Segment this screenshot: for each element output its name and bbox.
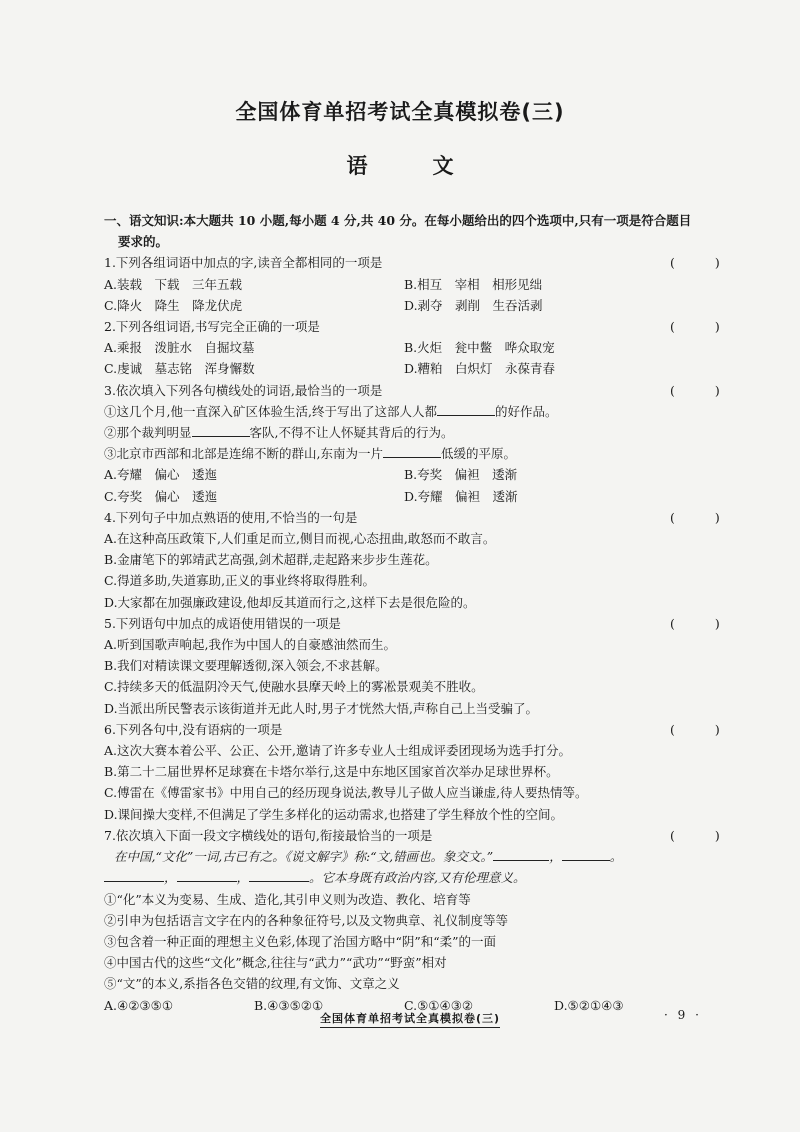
option-a: A.夸耀 偏心 逶迤 <box>104 467 218 483</box>
fill-blank <box>177 869 237 882</box>
option-c: C.持续多天的低温阴冷天气,使融水县摩天岭上的雾凇景观美不胜收。 <box>104 679 484 695</box>
question-6-stem: 6.下列各句中,没有语病的一项是 ( ) <box>104 719 724 740</box>
option-c: C.得道多助,失道寡助,正义的事业终将取得胜利。 <box>104 573 376 589</box>
option-a: A.在这种高压政策下,人们重足而立,侧目而视,心态扭曲,敢怒而不敢言。 <box>104 531 496 547</box>
question-2-stem: 2.下列各组词语,书写完全正确的一项是 ( ) <box>104 316 724 337</box>
question-3-sentence-1: ①这几个月,他一直深入矿区体验生活,终于写出了这部人人都 的好作品。 <box>104 403 558 419</box>
fill-blank <box>383 445 441 458</box>
page-footer: 全国体育单招考试全真模拟卷(三) <box>320 1010 500 1028</box>
option-a: A.听到国歌声响起,我作为中国人的自豪感油然而生。 <box>104 637 396 653</box>
question-7-item-1: ①“化”本义为变易、生成、造化,其引申义则为改造、教化、培育等 <box>104 891 471 907</box>
option-d: D.剥夺 剥削 生吞活剥 <box>404 297 543 313</box>
question-5-stem: 5.下列语句中加点的成语使用错误的一项是 ( ) <box>104 613 724 634</box>
question-7-passage: 在中国,“文化”一词,古已有之。《说文解字》称:“文,错画也。象交文。” ， 。 <box>114 849 623 865</box>
question-4-stem: 4.下列句子中加点熟语的使用,不恰当的一句是 ( ) <box>104 507 724 528</box>
option-d: D.课间操大变样,不但满足了学生多样化的运动需求,也搭建了学生释放个性的空间。 <box>104 806 563 822</box>
option-b: B.金庸笔下的郭靖武艺高强,剑术超群,走起路来步步生莲花。 <box>104 552 438 568</box>
subject-title: 语 文 <box>346 154 476 178</box>
question-3-options <box>104 464 724 485</box>
question-3-options <box>104 486 724 507</box>
option-b: B.夸奖 偏袒 逶渐 <box>404 467 518 483</box>
question-7-item-5: ⑤“文”的本义,系指各色交错的纹理,有文饰、文章之义 <box>104 976 400 992</box>
fill-blank <box>562 848 610 861</box>
option-b: B.第二十二届世界杯足球赛在卡塔尔举行,这是中东地区国家首次举办足球世界杯。 <box>104 764 559 780</box>
option-c: C.傅雷在《傅雷家书》中用自己的经历现身说法,教导儿子做人应当谦虚,待人要热情等。 <box>104 785 588 801</box>
option-c: C.⑤①④③② <box>404 997 474 1013</box>
question-content <box>104 210 738 1016</box>
answer-paren: ( ) <box>670 382 738 398</box>
option-b: B.相互 宰相 相形见绌 <box>404 276 543 292</box>
section-heading-cont: 要求的。 <box>118 234 169 250</box>
answer-paren: ( ) <box>670 721 738 737</box>
question-1-stem: 1.下列各组词语中加点的字,读音全都相同的一项是 ( ) <box>104 252 724 273</box>
fill-blank <box>249 869 309 882</box>
answer-paren: ( ) <box>670 255 738 271</box>
question-3-stem: 3.依次填入下列各句横线处的词语,最恰当的一项是 ( ) <box>104 380 724 401</box>
question-7-item-3: ③包含着一种正面的理想主义色彩,体现了治国方略中“阴”和“柔”的一面 <box>104 933 497 949</box>
answer-paren: ( ) <box>670 319 738 335</box>
option-c: C.夸奖 偏心 逶迤 <box>104 488 218 504</box>
option-b: B.我们对精读课文要理解透彻,深入领会,不求甚解。 <box>104 658 388 674</box>
option-b: B.④③⑤②① <box>254 997 324 1013</box>
answer-paren: ( ) <box>670 509 738 525</box>
option-a: A.④②③⑤① <box>104 997 174 1013</box>
fill-blank <box>192 424 250 437</box>
question-7-item-4: ④中国古代的这些“文化”概念,往往与“武力”“武功”“野蛮”相对 <box>104 955 447 971</box>
option-d: D.大家都在加强廉政建设,他却反其道而行之,这样下去是很危险的。 <box>104 594 476 610</box>
option-d: D.⑤②①④③ <box>554 997 624 1013</box>
answer-paren: ( ) <box>670 827 738 843</box>
question-7-item-2: ②引申为包括语言文字在内的各种象征符号,以及文物典章、礼仪制度等等 <box>104 912 508 928</box>
option-d: D.当派出所民警表示该街道并无此人时,男子才恍然大悟,声称自己上当受骗了。 <box>104 700 538 716</box>
question-2-options <box>104 337 724 358</box>
option-a: A.装载 下载 三年五载 <box>104 276 243 292</box>
answer-paren: ( ) <box>670 615 738 631</box>
option-a: A.这次大赛本着公平、公正、公开,邀请了许多专业人士组成评委团现场为选手打分。 <box>104 743 571 759</box>
section-heading: 一、语文知识:本大题共 10 小题,每小题 4 分,共 40 分。在每小题给出的四个选项中,只有一项是符合题目 <box>104 213 692 228</box>
question-1-options <box>104 295 724 316</box>
option-d: D.夸耀 偏袒 逶渐 <box>404 488 518 504</box>
fill-blank <box>493 848 549 861</box>
question-3-sentence-2: ②那个裁判明显 客队,不得不让人怀疑其背后的行为。 <box>104 425 454 441</box>
option-b: B.火炬 瓮中鳖 哗众取宠 <box>404 340 555 356</box>
option-a: A.乘报 泼脏水 自掘坟墓 <box>104 340 255 356</box>
option-d: D.糟粕 白炽灯 永葆青春 <box>404 361 556 377</box>
question-3-sentence-3: ③北京市西部和北部是连绵不断的群山,东南为一片 低缓的平原。 <box>104 446 516 462</box>
question-7-stem: 7.依次填入下面一段文字横线处的语句,衔接最恰当的一项是 ( ) <box>104 825 724 846</box>
page-title: 全国体育单招考试全真模拟卷(三) <box>235 100 565 124</box>
option-c: C.虔诚 墓志铭 浑身懈数 <box>104 361 255 377</box>
question-2-options <box>104 358 724 379</box>
fill-blank <box>437 403 495 416</box>
question-7-passage-cont: ， ， 。它本身既有政治内容,又有伦理意义。 <box>104 867 724 888</box>
page-number: · 9 · <box>664 1008 702 1022</box>
fill-blank <box>104 869 164 882</box>
option-c: C.降火 降生 降龙伏虎 <box>104 297 243 313</box>
question-1-options <box>104 274 724 295</box>
